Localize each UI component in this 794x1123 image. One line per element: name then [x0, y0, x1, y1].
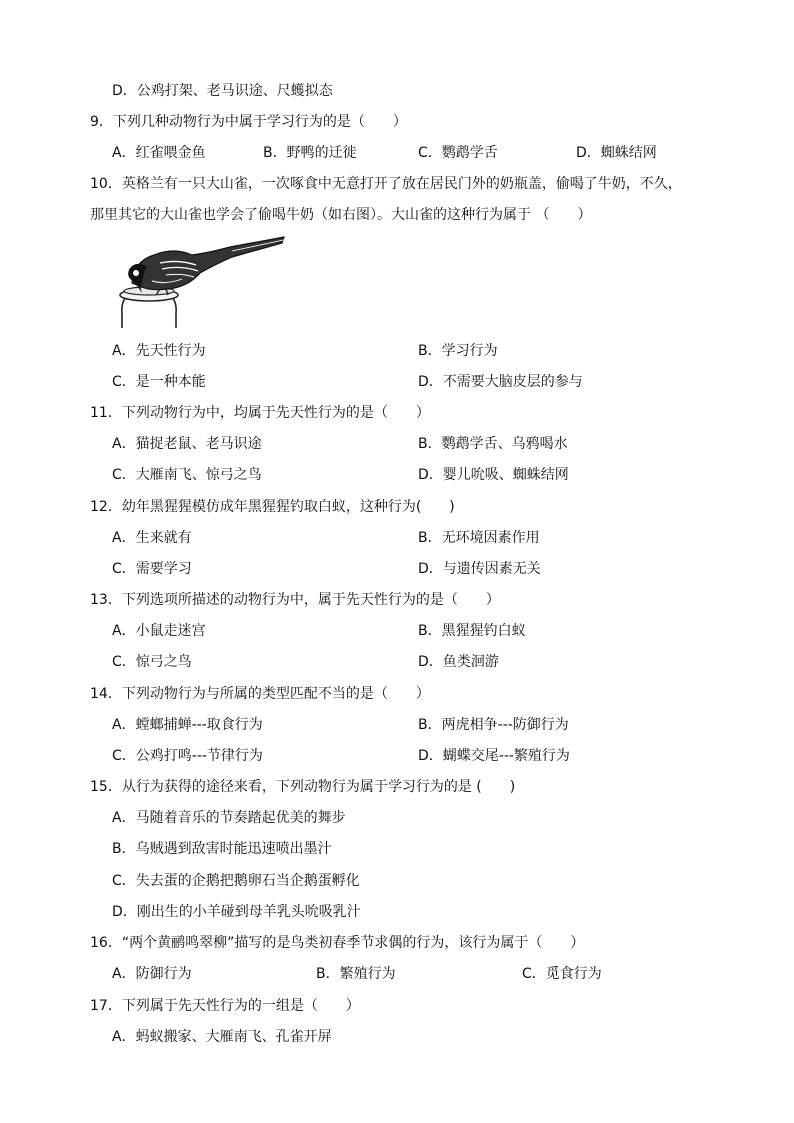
q14-option-a: A．螳螂捕蝉---取食行为: [112, 717, 263, 733]
q16-option-b: B．繁殖行为: [316, 966, 396, 982]
q14-option-c: C．公鸡打鸣---节律行为: [112, 748, 263, 764]
q12-stem: 12．幼年黑猩猩模仿成年黑猩猩钓取白蚁，这种行为( ): [90, 499, 455, 515]
q10-stem-line1: 10．英格兰有一只大山雀，一次啄食中无意打开了放在居民门外的奶瓶盖，偷喝了牛奶，不久，: [90, 176, 682, 192]
q10-option-b: B．学习行为: [418, 343, 498, 359]
q15-option-b: B．乌贼遇到敌害时能迅速喷出墨汁: [112, 841, 332, 857]
q13-option-b: B．黑猩猩钓白蚁: [418, 623, 526, 639]
q10-option-a: A．先天性行为: [112, 343, 206, 359]
q13-option-a: A．小鼠走迷宫: [112, 623, 206, 639]
q12-option-d: D．与遗传因素无关: [418, 561, 541, 577]
q16-option-c: C．觅食行为: [522, 966, 602, 982]
q9-option-d: D．蜘蛛结网: [576, 145, 657, 161]
q15-option-a: A．马随着音乐的节奏踏起优美的舞步: [112, 810, 346, 826]
q10-stem-line2: 那里其它的大山雀也学会了偷喝牛奶（如右图）。大山雀的这种行为属于 （ ）: [90, 207, 592, 223]
q17-option-a: A．蚂蚁搬家、大雁南飞、孔雀开屏: [112, 1029, 332, 1045]
q11-option-d: D．婴儿吮吸、蜘蛛结网: [418, 467, 569, 483]
q10-option-c: C．是一种本能: [112, 374, 206, 390]
q16-stem: 16．“两个黄鹂鸣翠柳”描写的是鸟类初春季节求偶的行为，该行为属于（ ）: [90, 935, 585, 951]
q11-stem: 11．下列动物行为中，均属于先天性行为的是（ ）: [90, 405, 430, 421]
q11-option-c: C．大雁南飞、惊弓之鸟: [112, 467, 262, 483]
q9-option-a: A．红雀喂金鱼: [112, 145, 206, 161]
q15-option-d: D．刚出生的小羊碰到母羊乳头吮吸乳汁: [112, 904, 361, 920]
q12-option-b: B．无环境因素作用: [418, 530, 540, 546]
q13-stem: 13．下列选项所描述的动物行为中，属于先天性行为的是（ ）: [90, 592, 500, 608]
q9-option-b: B．野鸭的迁徙: [263, 145, 357, 161]
q12-option-c: C．需要学习: [112, 561, 192, 577]
q14-stem: 14．下列动物行为与所属的类型匹配不当的是（ ）: [90, 686, 430, 702]
q11-option-b: B．鹦鹉学舌、乌鸦喝水: [418, 436, 568, 452]
q14-option-b: B．两虎相争---防御行为: [418, 717, 569, 733]
q15-option-c: C．失去蛋的企鹅把鹅卵石当企鹅蛋孵化: [112, 873, 360, 889]
q13-option-c: C．惊弓之鸟: [112, 654, 192, 670]
q11-option-a: A．猫捉老鼠、老马识途: [112, 436, 262, 452]
bird-drinking-milk-bottle-icon: [112, 233, 290, 331]
q9-stem: 9．下列几种动物行为中属于学习行为的是（ ）: [90, 114, 407, 130]
q10-option-d: D．不需要大脑皮层的参与: [418, 374, 583, 390]
q9-option-c: C．鹦鹉学舌: [418, 145, 498, 161]
q14-option-d: D．蝴蝶交尾---繁殖行为: [418, 748, 570, 764]
q17-stem: 17．下列属于先天性行为的一组是（ ）: [90, 998, 360, 1014]
q16-option-a: A．防御行为: [112, 966, 192, 982]
q8-option-d: D．公鸡打架、老马识途、尺蠖拟态: [112, 83, 333, 99]
q13-option-d: D．鱼类洄游: [418, 654, 499, 670]
q12-option-a: A．生来就有: [112, 530, 192, 546]
q15-stem: 15．从行为获得的途径来看，下列动物行为属于学习行为的是 ( ): [90, 779, 516, 795]
